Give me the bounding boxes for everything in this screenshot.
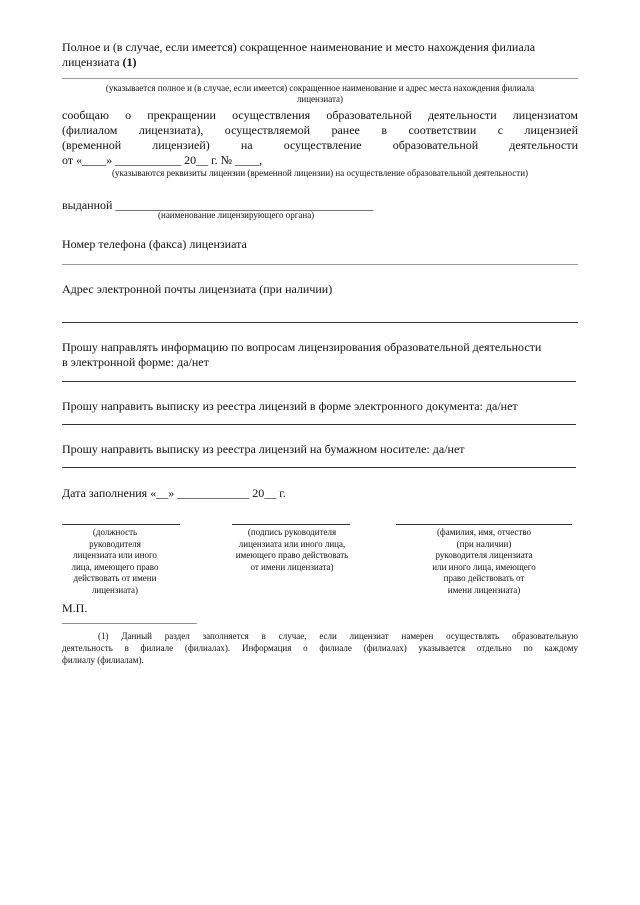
fullname-caption-line: (фамилия, имя, отчество (436, 527, 532, 537)
request-info-field[interactable] (62, 381, 576, 382)
email-label: Адрес электронной почты лицензиата (при наличии) (62, 282, 333, 296)
request-paper-field[interactable] (62, 467, 576, 468)
fullname-signature-line[interactable] (396, 524, 572, 525)
position-caption-line: лицензиата или иного (73, 550, 157, 560)
signature-line[interactable] (232, 524, 350, 525)
branch-heading (62, 40, 580, 70)
statement-line1: сообщаю о прекращении осуществления образовательной деятельности лицензиатом (62, 108, 578, 122)
position-signature-line[interactable] (62, 524, 180, 525)
request-electronic-field[interactable] (62, 424, 576, 425)
request-electronic-label: Прошу направить выписку из реестра лицензий в форме электронного документа: да/нет (62, 399, 518, 413)
signature-caption-line: (подпись руководителя (247, 527, 337, 537)
statement-paragraph (62, 108, 578, 168)
stamp-place: М.П. (62, 601, 88, 615)
phone-field[interactable] (62, 264, 578, 265)
position-caption-line: (должность (92, 527, 138, 537)
branch-heading-line2: лицензиата (62, 55, 120, 69)
position-caption-line: лицензиата) (91, 584, 139, 595)
branch-name-field[interactable] (62, 78, 578, 79)
statement-line4[interactable]: от «____» ___________ 20__ г. № ____, (62, 153, 263, 167)
footnote-line1: (1) Данный раздел заполняется в случае, если лицензиат намерен осуществлять образовательную (98, 631, 578, 641)
fullname-caption-line: руководителя лицензиата (435, 550, 533, 560)
statement-line3: (временной лицензией) на осуществление образовательной деятельности (62, 138, 578, 152)
footnote-ref: (1) (122, 55, 137, 69)
signature-caption-line: имеющего право действовать (235, 550, 349, 560)
branch-hint-line2: лицензиата) (296, 94, 344, 104)
footnote (62, 630, 578, 666)
footnote-line2: деятельность в филиале (филиалах). Информация о филиале (филиалах) указывается отдельно по каждому (62, 643, 578, 653)
fullname-caption-line: или иного лица, имеющего (432, 561, 536, 572)
fill-date-field[interactable]: Дата заполнения «__» ____________ 20__ г. (62, 486, 286, 500)
footnote-separator: ________________________________ (62, 615, 197, 625)
fullname-caption-line: имени лицензиата) (447, 584, 521, 595)
request-info (62, 340, 578, 370)
issued-by-field[interactable]: выданной ___________________________________________ (62, 198, 374, 212)
statement-line2: (филиалом лицензиата), осуществляемой ранее в соответствии с лицензией (62, 123, 578, 137)
branch-heading-line1: Полное и (в случае, если имеется) сокращенное наименование и место нахождения филиала (62, 40, 536, 54)
signature-caption-line: лицензиата или иного лица, (238, 538, 346, 549)
fullname-caption-line: (при наличии) (456, 538, 512, 549)
signature-caption (222, 527, 362, 573)
signature-caption-line: от имени лицензиата) (250, 561, 334, 572)
branch-hint (62, 83, 578, 105)
fullname-caption (406, 527, 562, 596)
license-details-hint: (указываются реквизиты лицензии (временной лицензии) на осуществление образовательной деятельности) (111, 168, 529, 178)
request-info-line2: в электронной форме: да/нет (62, 355, 209, 369)
email-field[interactable] (62, 322, 578, 323)
request-paper-label: Прошу направить выписку из реестра лицензий на бумажном носителе: да/нет (62, 442, 465, 456)
position-caption (52, 527, 178, 596)
position-caption-line: руководителя (89, 538, 141, 549)
branch-hint-line1: (указывается полное и (в случае, если имеется) сокращенное наименование и адрес места нахождения филиала (105, 83, 535, 93)
issued-by-hint: (наименование лицензирующего органа) (158, 210, 315, 220)
request-info-line1: Прошу направлять информацию по вопросам лицензирования образовательной деятельности (62, 340, 542, 354)
position-caption-line: лица, имеющего право (71, 561, 159, 572)
position-caption-line: действовать от имени (73, 573, 157, 583)
phone-label: Номер телефона (факса) лицензиата (62, 237, 247, 251)
fullname-caption-line: право действовать от (443, 573, 525, 583)
footnote-line3: филиалу (филиалам). (62, 655, 144, 665)
